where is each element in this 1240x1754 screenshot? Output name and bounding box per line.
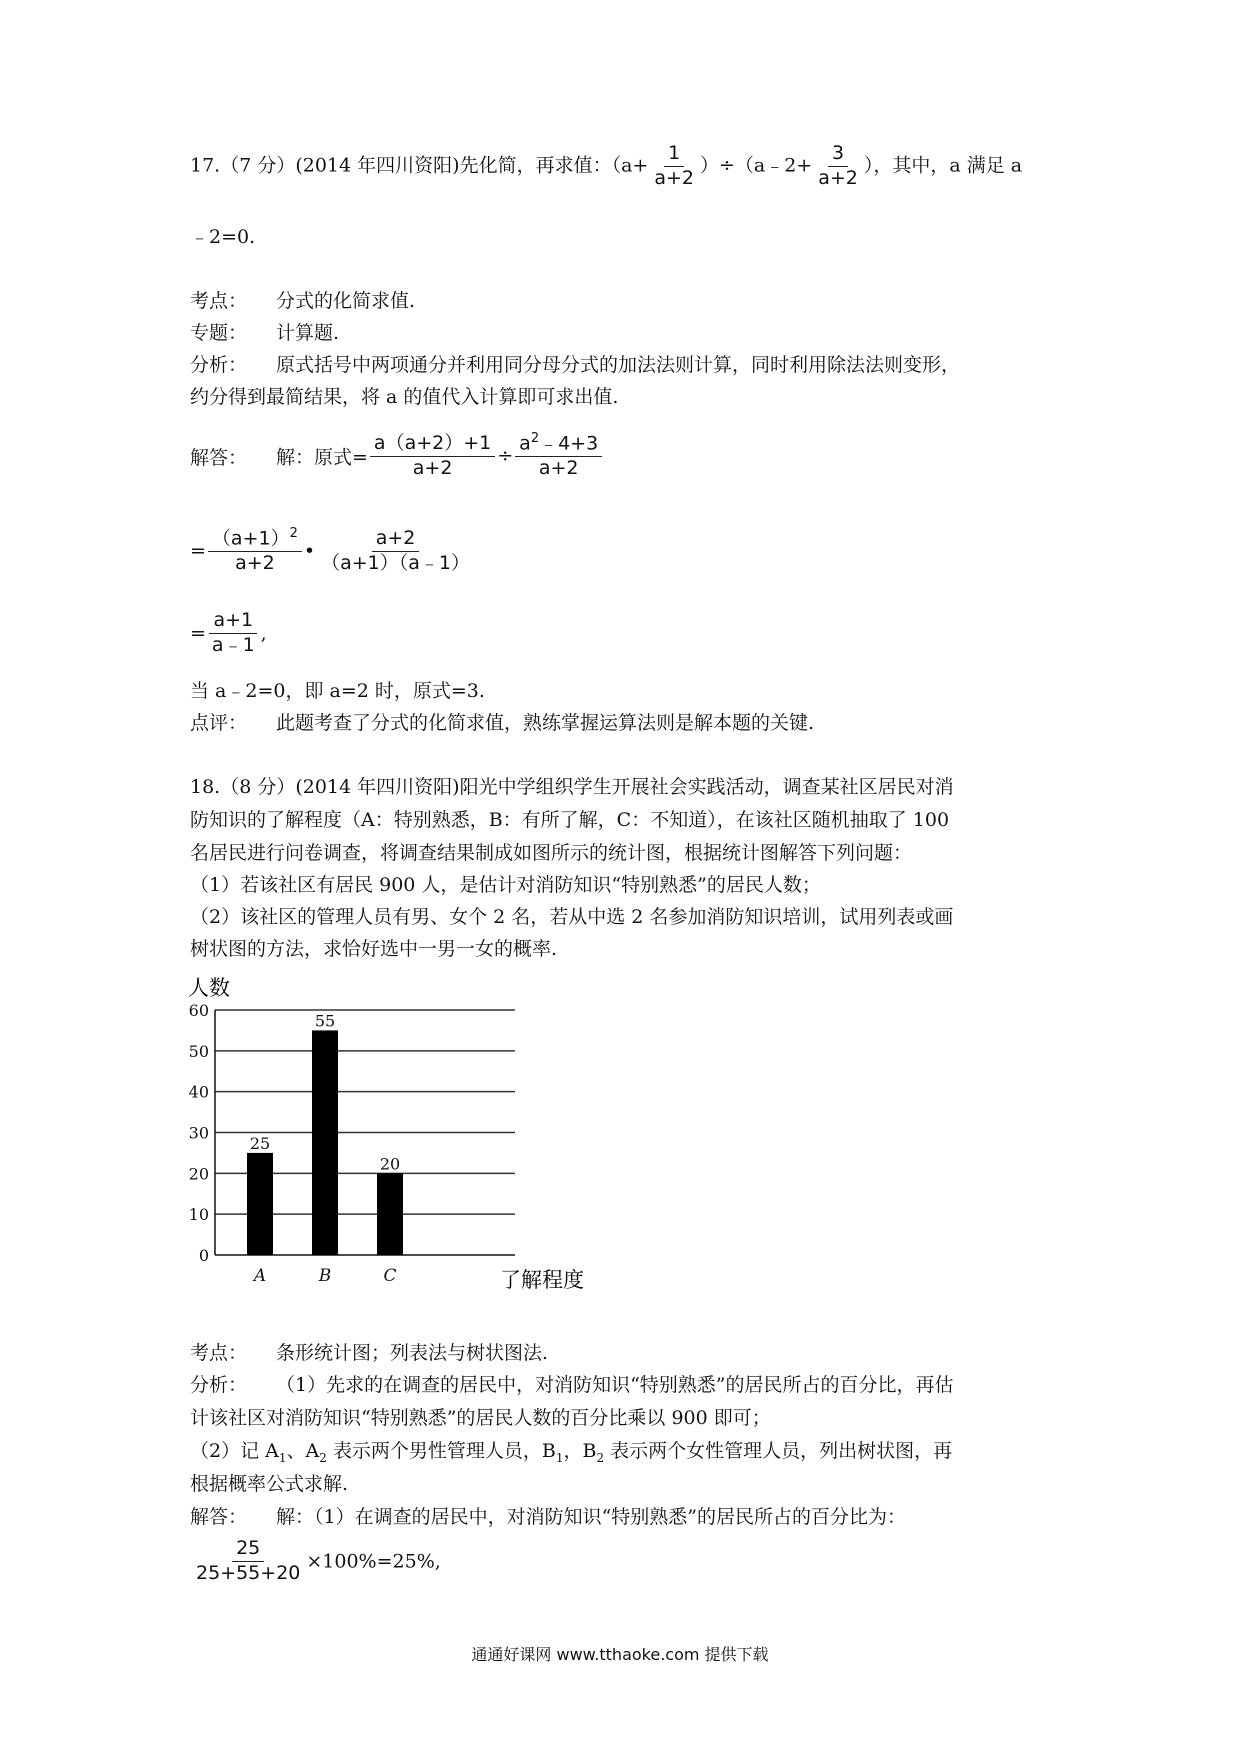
x-tick-label: B bbox=[318, 1266, 332, 1286]
y-tick-label: 50 bbox=[188, 1041, 209, 1061]
y-ticks bbox=[189, 1001, 209, 1265]
q18-line4: （1）若该社区有居民 900 人，是估计对消防知识“特别熟悉”的居民人数； bbox=[190, 874, 821, 896]
fraction: $\frac{a(a+2)+1}{a+2}$ bbox=[370, 433, 495, 480]
q17-kaodian: 考点： 分式的化简求值. bbox=[190, 290, 416, 312]
bar bbox=[312, 1030, 338, 1255]
fraction: $\frac{a+2}{(a+1)(a﹣1)}$ bbox=[321, 526, 470, 574]
x-ticks bbox=[252, 1266, 397, 1286]
q18-jieda: 解答： 解：（1）在调查的居民中，对消防知识“特别熟悉”的居民所占的百分比为： bbox=[190, 1506, 907, 1528]
q17-stem: 17.（7 分）(2014 年四川资阳)先化简，再求值：（a+ $\frac{1}{a+2}$ ）÷（a﹣2+ $\frac{3}{a+2}$ ），其中，a 满足 a bbox=[190, 142, 1023, 189]
data-label: 55 bbox=[314, 1011, 336, 1031]
fraction: $\frac{a^2﹣4+3}{a+2}$ bbox=[515, 432, 602, 480]
q18-fenxi-2: 计该社区对消防知识“特别熟悉”的居民人数的百分比乘以 900 即可； bbox=[190, 1407, 771, 1429]
fraction: $\frac{a+1}{a﹣1}$ bbox=[208, 610, 259, 657]
q17-fenxi: 分析： 原式括号中两项通分并利用同分母分式的加法法则计算，同时利用除法法则变形， bbox=[190, 354, 961, 376]
fraction: $\frac{(a+1)^2}{a+2}$ bbox=[208, 527, 302, 575]
y-tick-label: 0 bbox=[198, 1246, 209, 1265]
q18-calc: $\frac{25}{25+55+20}$ ×100%=25%, bbox=[190, 1538, 441, 1585]
y-tick-label: 60 bbox=[188, 1001, 209, 1020]
y-tick-label: 40 bbox=[188, 1082, 209, 1102]
q18-fenxi-3: （2）记 $A_1$、$A_2$ 表示两个男性管理人员，$B_1$，$B_2$ 表示两个女性管理人员，列出树状图，再 bbox=[190, 1440, 953, 1465]
q18-line2: 防知识的了解程度（A：特别熟悉，B：有所了解，C：不知道），在该社区随机抽取了 100 bbox=[190, 809, 950, 831]
q17-jieda-step2: = $\frac{(a+1)^2}{a+2}$ • $\frac{a+2}{(a+1)(a﹣1)}$ bbox=[190, 527, 476, 575]
q17-jieda-step3: = $\frac{a+1}{a﹣1}$ , bbox=[190, 609, 267, 656]
fraction: $\frac{25}{25+55+20}$ bbox=[196, 1537, 301, 1584]
bar bbox=[247, 1153, 273, 1255]
x-axis-label: 了解程度 bbox=[500, 1268, 584, 1292]
y-tick-label: 20 bbox=[188, 1164, 209, 1184]
data-label: 20 bbox=[379, 1154, 401, 1174]
q18-kaodian: 考点： 条形统计图；列表法与树状图法. bbox=[190, 1342, 549, 1364]
data-label: 25 bbox=[249, 1133, 271, 1153]
bar bbox=[377, 1173, 403, 1255]
y-tick-label: 30 bbox=[188, 1123, 209, 1143]
q17-zhuanti: 专题： 计算题. bbox=[190, 322, 340, 344]
y-tick-label: 10 bbox=[188, 1205, 209, 1225]
fraction: $\frac{1}{a+2}$ bbox=[654, 142, 694, 189]
y-axis-label: 人数 bbox=[188, 976, 230, 1000]
q18-line1: 18.（8 分）(2014 年四川资阳)阳光中学组织学生开展社会实践活动，调查某社区居民对消 bbox=[190, 776, 954, 798]
q17-jieda-step4: 当 a﹣2=0，即 a=2 时，原式=3. bbox=[190, 680, 485, 702]
q18-line5: （2）该社区的管理人员有男、女个 2 名，若从中选 2 名参加消防知识培训，试用列表或画 bbox=[190, 906, 954, 928]
q18-line6: 树状图的方法，求恰好选中一男一女的概率. bbox=[190, 938, 558, 960]
page-footer: 通通好课网 www.tthaoke.com 提供下载 bbox=[471, 1645, 769, 1664]
bar-chart bbox=[180, 975, 620, 1295]
x-tick-label: C bbox=[383, 1266, 397, 1286]
fraction: $\frac{3}{a+2}$ bbox=[818, 142, 858, 189]
q17-jieda-step1: 解答： 解：原式= $\frac{a(a+2)+1}{a+2}$ ÷ $\frac{a^2﹣4+3}{a+2}$ bbox=[190, 432, 604, 480]
q18-fenxi: 分析： （1）先求的在调查的居民中，对消防知识“特别熟悉”的居民所占的百分比，再估 bbox=[190, 1374, 954, 1396]
q17-fenxi-2: 约分得到最简结果，将 a 的值代入计算即可求出值. bbox=[190, 386, 619, 408]
q17-dianping: 点评： 此题考查了分式的化简求值，熟练掌握运算法则是解本题的关键. bbox=[190, 712, 815, 734]
q18-fenxi-4: 根据概率公式求解. bbox=[190, 1473, 349, 1495]
q17-stem-line2: ﹣2=0. bbox=[190, 226, 256, 248]
q18-line3: 名居民进行问卷调查，将调查结果制成如图所示的统计图，根据统计图解答下列问题： bbox=[190, 842, 913, 864]
x-tick-label: A bbox=[253, 1266, 267, 1286]
